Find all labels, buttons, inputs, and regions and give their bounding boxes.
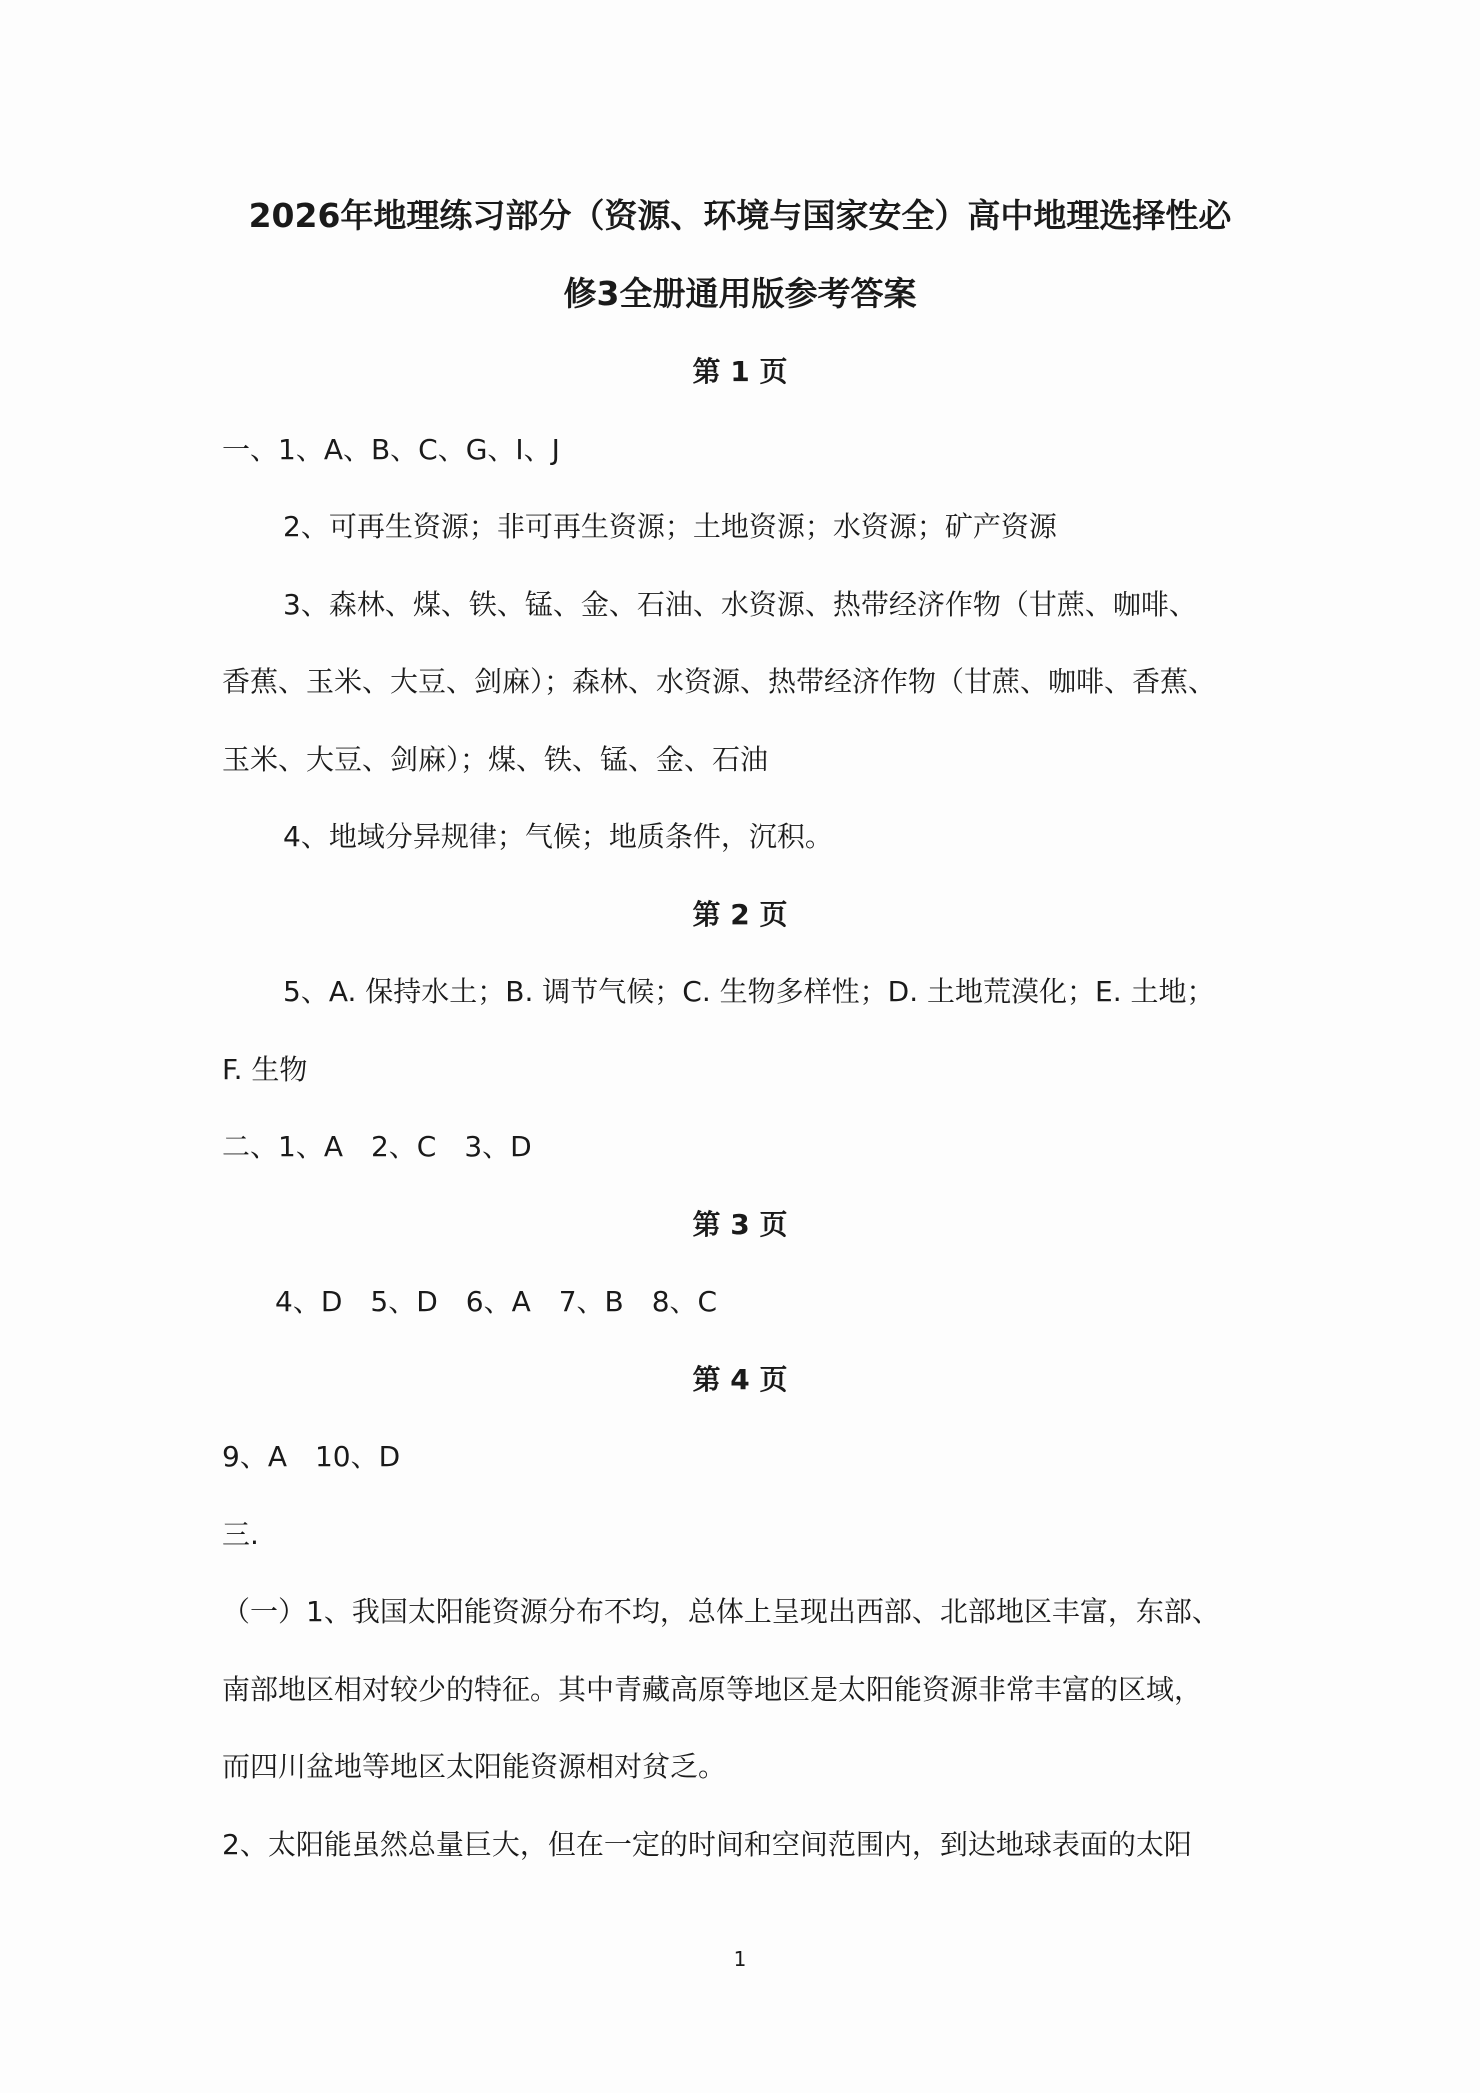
answer-line: 9、A 10、D (222, 1440, 401, 1473)
document-title-line-1: 2026年地理练习部分（资源、环境与国家安全）高中地理选择性必 (248, 196, 1232, 235)
answer-line: 2、可再生资源；非可再生资源；土地资源；水资源；矿产资源 (283, 510, 1057, 543)
answer-line: 玉米、大豆、剑麻）；煤、铁、锰、金、石油 (222, 743, 769, 776)
section-heading-page-1: 第 1 页 (692, 355, 788, 388)
answer-line: 南部地区相对较少的特征。其中青藏高原等地区是太阳能资源非常丰富的区域， (222, 1673, 1203, 1706)
answer-line: 3、森林、煤、铁、锰、金、石油、水资源、热带经济作物（甘蔗、咖啡、 (283, 588, 1197, 621)
answer-line: 一、1、A、B、C、G、I、J (222, 433, 560, 466)
answer-line: 5、A. 保持水土；B. 调节气候；C. 生物多样性；D. 土地荒漠化；E. 土地； (283, 975, 1215, 1008)
answer-line: F. 生物 (222, 1053, 308, 1086)
section-heading-page-3: 第 3 页 (692, 1208, 788, 1241)
page-number: 1 (733, 1947, 747, 1971)
answer-line: 4、D 5、D 6、A 7、B 8、C (275, 1285, 718, 1318)
answer-line: 2、太阳能虽然总量巨大，但在一定的时间和空间范围内，到达地球表面的太阳 (222, 1828, 1192, 1861)
section-heading-page-2: 第 2 页 (692, 898, 788, 931)
answer-line: （一）1、我国太阳能资源分布不均，总体上呈现出西部、北部地区丰富，东部、 (222, 1595, 1220, 1628)
answer-line: 三. (222, 1518, 259, 1551)
section-heading-page-4: 第 4 页 (692, 1363, 788, 1396)
answer-line: 4、地域分异规律；气候；地质条件，沉积。 (283, 820, 833, 853)
answer-line: 而四川盆地等地区太阳能资源相对贫乏。 (222, 1750, 727, 1783)
document-title-line-2: 修3全册通用版参考答案 (563, 274, 917, 313)
answer-line: 二、1、A 2、C 3、D (222, 1130, 532, 1163)
answer-line: 香蕉、玉米、大豆、剑麻）；森林、水资源、热带经济作物（甘蔗、咖啡、香蕉、 (222, 665, 1217, 698)
